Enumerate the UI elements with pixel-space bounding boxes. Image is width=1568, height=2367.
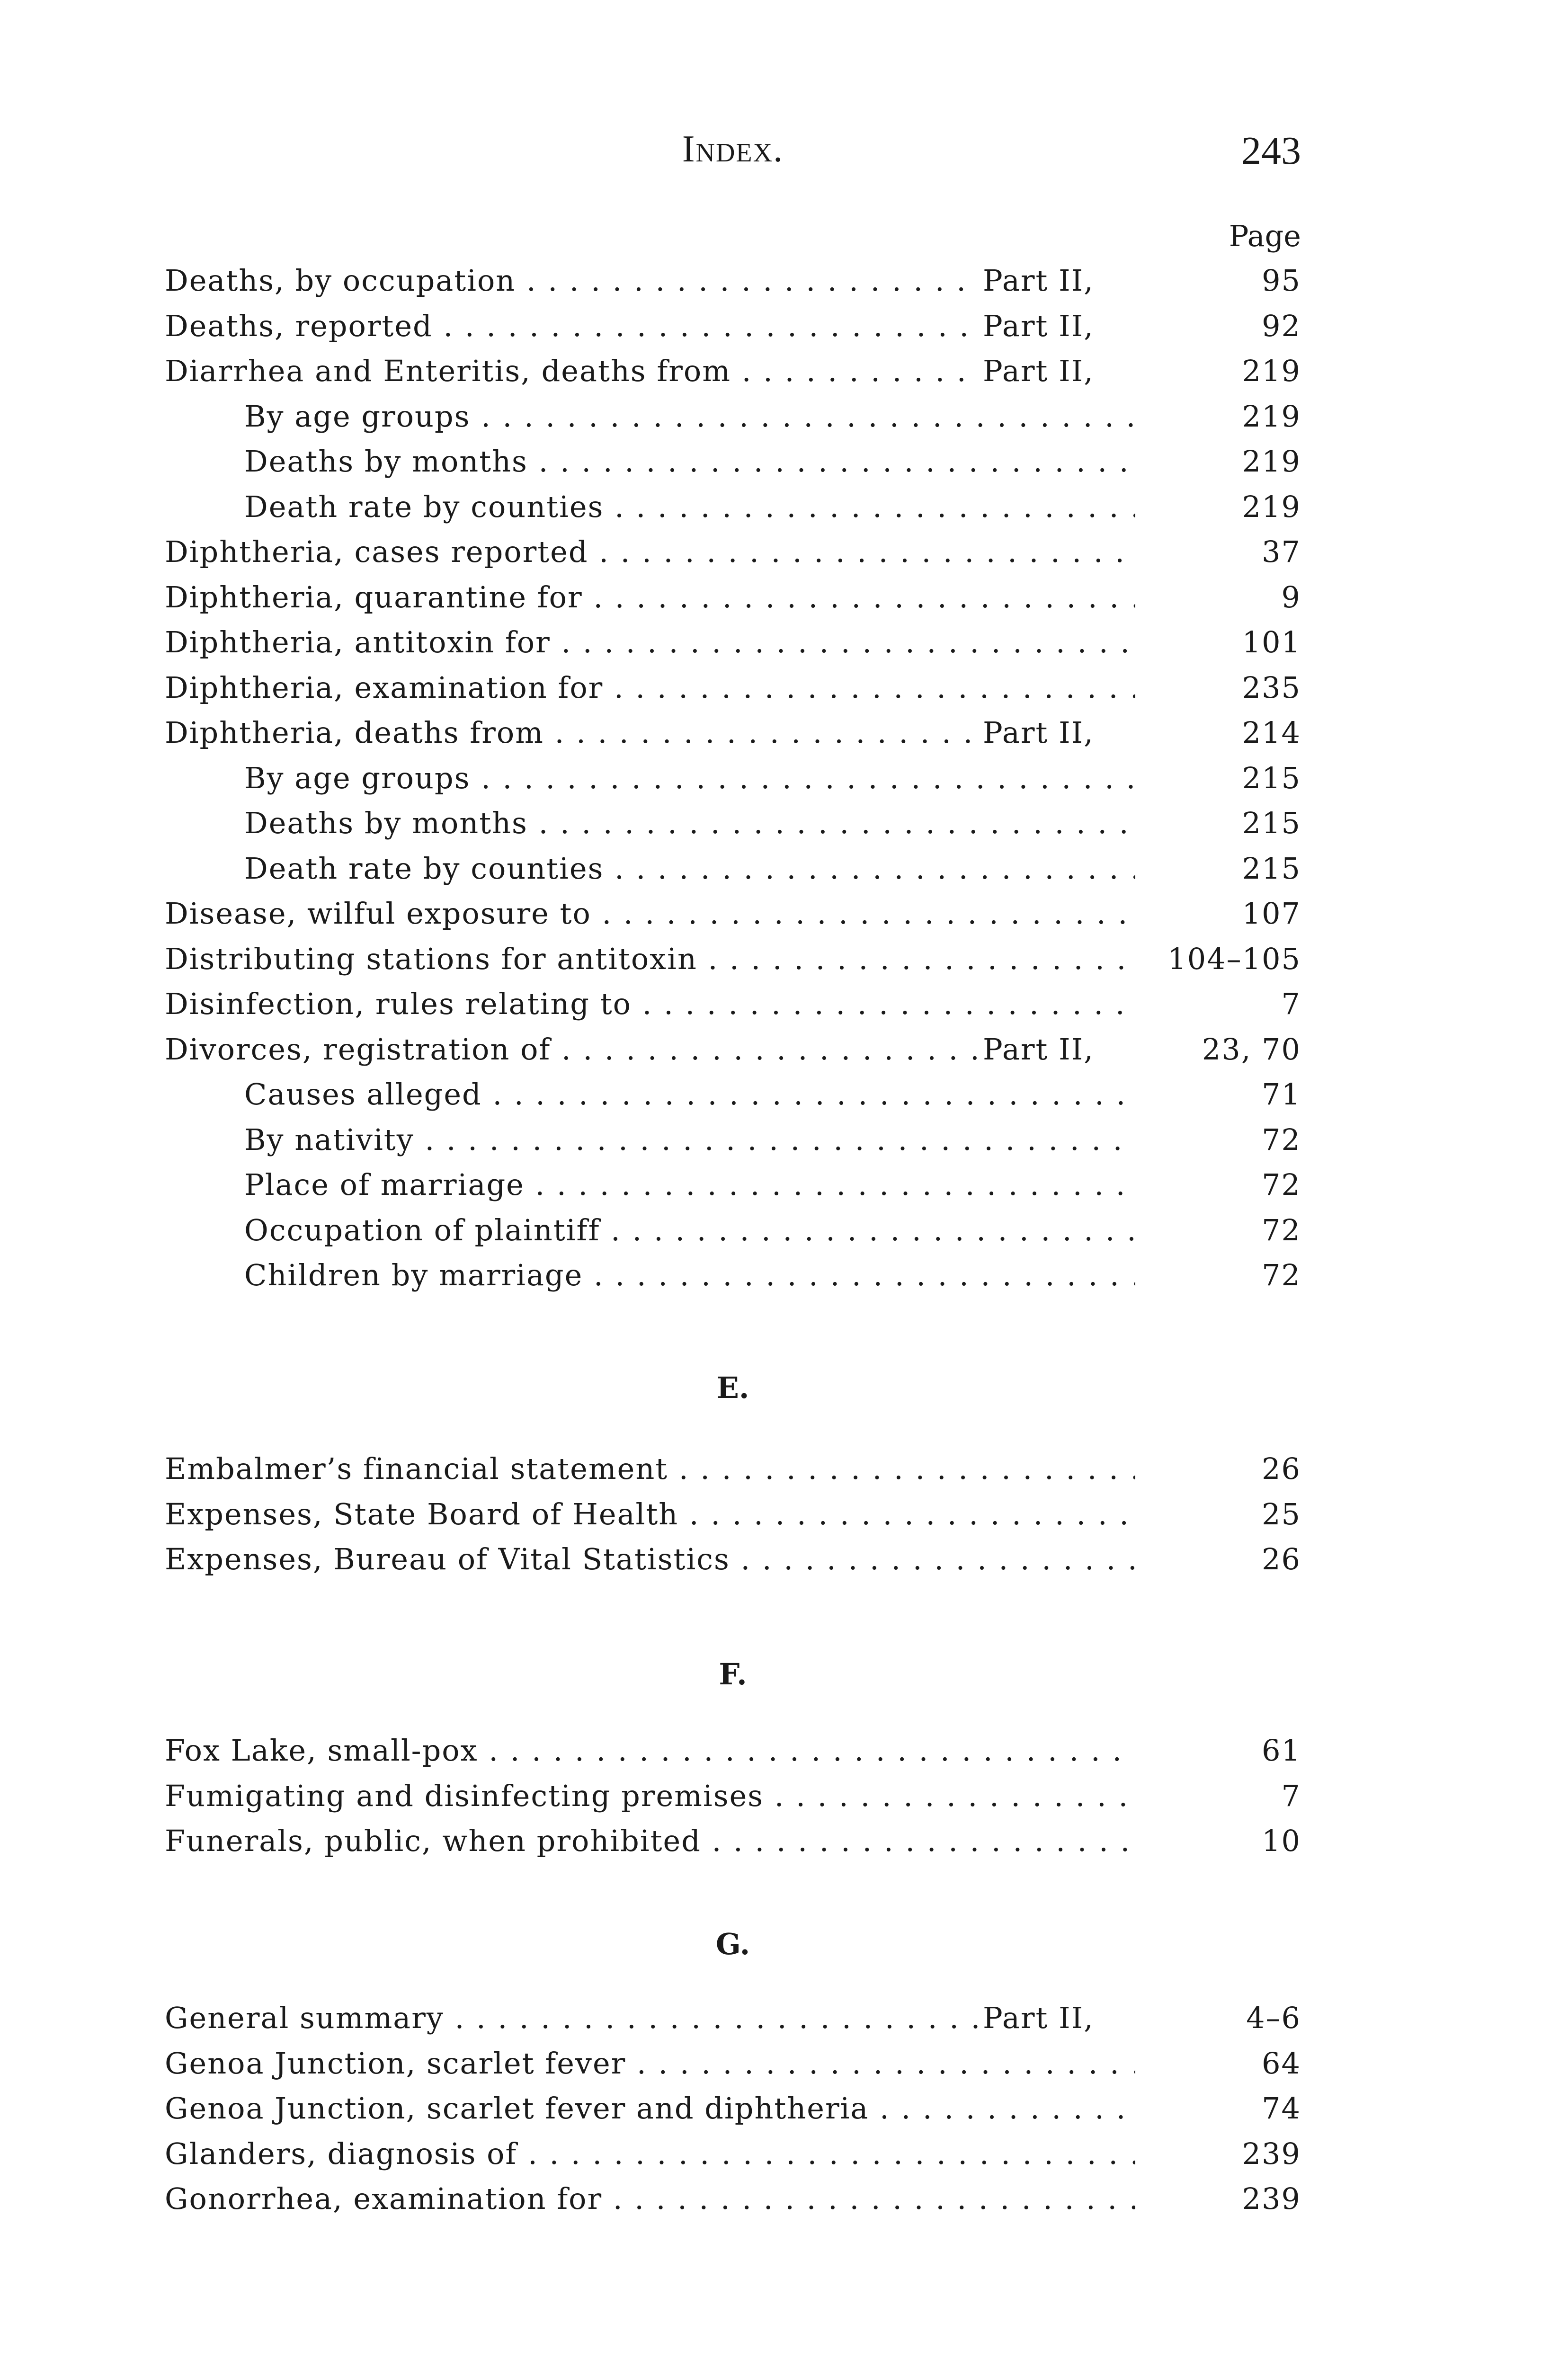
entry-page-number: 61 <box>1262 1733 1301 1768</box>
entry-text: Diarrhea and Enteritis, deaths from . . . <box>165 348 979 394</box>
section-heading-g: G. <box>715 1927 750 1961</box>
entry-page-number: 9 <box>1281 579 1301 614</box>
index-entry <box>165 484 1301 530</box>
index-entry <box>165 981 1301 1027</box>
entry-text: Genoa Junction, scarlet fever . . . <box>165 2041 1135 2086</box>
index-entry <box>165 710 1301 756</box>
index-entry <box>165 1117 1301 1163</box>
entry-text: Deaths by months . . . <box>244 439 1135 484</box>
entry-text: Diphtheria, antitoxin for . . . <box>165 620 1135 665</box>
entry-part-reference: Part II, <box>983 1032 1094 1067</box>
entry-text: Occupation of plaintiff . . . <box>244 1208 1135 1253</box>
index-entry <box>165 801 1301 846</box>
entry-page-number: 215 <box>1242 851 1301 886</box>
entry-text: Distributing stations for antitoxin . . . <box>165 936 1135 982</box>
index-section-g <box>165 1995 1301 2222</box>
entry-text: Causes alleged . . . <box>244 1072 1135 1117</box>
entry-text: By age groups . . . <box>244 756 1135 801</box>
index-entry <box>165 2041 1301 2086</box>
entry-part-reference: Part II, <box>983 263 1094 298</box>
index-entry <box>165 1446 1301 1492</box>
entry-page-number: 72 <box>1262 1122 1301 1157</box>
entry-part-reference: Part II, <box>983 2001 1094 2035</box>
index-entry <box>165 394 1301 439</box>
entry-page-number: 215 <box>1242 806 1301 840</box>
entry-page-number: 235 <box>1242 670 1301 705</box>
entry-text: Fumigating and disinfecting premises . . . <box>165 1773 1135 1819</box>
entry-page-number: 64 <box>1262 2046 1301 2081</box>
section-heading-f: F. <box>719 1657 747 1691</box>
entry-page-number: 219 <box>1242 489 1301 524</box>
index-entry <box>165 1537 1301 1582</box>
entry-text: Diphtheria, quarantine for . . . <box>165 575 1135 620</box>
entry-page-number: 214 <box>1242 715 1301 750</box>
entry-page-number: 4–6 <box>1246 2001 1301 2035</box>
entry-text: By age groups . . . <box>244 394 1135 439</box>
index-entry <box>165 2176 1301 2222</box>
section-heading-e: E. <box>716 1370 749 1405</box>
entry-text: General summary . . . <box>165 1995 979 2041</box>
index-entry <box>165 1253 1301 1298</box>
index-section-e <box>165 1446 1301 1582</box>
entry-text: Diphtheria, examination for . . . <box>165 665 1135 711</box>
entry-page-number: 72 <box>1262 1167 1301 1202</box>
entry-part-reference: Part II, <box>983 308 1094 343</box>
index-entry <box>165 665 1301 711</box>
index-entry <box>165 1162 1301 1208</box>
entry-page-number: 239 <box>1242 2181 1301 2216</box>
page-number: 243 <box>1241 129 1301 173</box>
entry-text: Place of marriage . . . <box>244 1162 1135 1208</box>
entry-page-number: 219 <box>1242 354 1301 388</box>
entry-text: Death rate by counties . . . <box>244 484 1135 530</box>
entry-text: Funerals, public, when prohibited . . . <box>165 1818 1135 1864</box>
index-entry <box>165 1728 1301 1773</box>
entry-page-number: 37 <box>1262 534 1301 569</box>
index-section-f <box>165 1728 1301 1864</box>
entry-page-number: 72 <box>1262 1258 1301 1292</box>
index-entry <box>165 2086 1301 2131</box>
entry-text: Diphtheria, deaths from . . . <box>165 710 979 756</box>
index-entry <box>165 1995 1301 2041</box>
index-entry <box>165 575 1301 620</box>
entry-page-number: 107 <box>1242 896 1301 931</box>
index-entry <box>165 846 1301 891</box>
index-entry <box>165 1208 1301 1253</box>
index-entry <box>165 439 1301 484</box>
entry-text: Deaths by months . . . <box>244 801 1135 846</box>
index-entry <box>165 936 1301 982</box>
entry-part-reference: Part II, <box>983 354 1094 388</box>
entry-text: Expenses, State Board of Health . . . <box>165 1492 1135 1537</box>
index-entry <box>165 620 1301 665</box>
entry-text: Genoa Junction, scarlet fever and diphtheria . . . <box>165 2086 1135 2131</box>
page-column-label: Page <box>1229 219 1301 253</box>
entry-text: Death rate by counties . . . <box>244 846 1135 891</box>
entry-text: Deaths, by occupation . . . <box>165 258 979 303</box>
index-entry <box>165 1492 1301 1537</box>
entry-page-number: 72 <box>1262 1212 1301 1247</box>
entry-text: Divorces, registration of . . . <box>165 1027 979 1072</box>
running-title: Index. <box>682 128 784 170</box>
entry-page-number: 7 <box>1281 987 1301 1021</box>
entry-page-number: 219 <box>1242 444 1301 479</box>
entry-page-number: 92 <box>1262 308 1301 343</box>
entry-page-number: 74 <box>1262 2091 1301 2126</box>
entry-text: Children by marriage . . . <box>244 1253 1135 1298</box>
index-entry <box>165 258 1301 303</box>
entry-page-number: 239 <box>1242 2136 1301 2171</box>
index-entry <box>165 2131 1301 2177</box>
entry-text: By nativity . . . <box>244 1117 1135 1163</box>
entry-text: Fox Lake, small-pox . . . <box>165 1728 1135 1773</box>
entry-page-number: 95 <box>1262 263 1301 298</box>
entry-text: Disease, wilful exposure to . . . <box>165 891 1135 936</box>
entry-page-number: 23, 70 <box>1202 1032 1301 1067</box>
index-section-d <box>165 258 1301 1298</box>
entry-page-number: 26 <box>1262 1451 1301 1486</box>
entry-text: Disinfection, rules relating to . . . <box>165 981 1135 1027</box>
entry-text: Gonorrhea, examination for . . . <box>165 2176 1135 2222</box>
entry-page-number: 219 <box>1242 399 1301 434</box>
index-entry <box>165 348 1301 394</box>
index-entry <box>165 303 1301 349</box>
entry-text: Deaths, reported . . . <box>165 303 979 349</box>
entry-page-number: 10 <box>1262 1824 1301 1858</box>
entry-part-reference: Part II, <box>983 715 1094 750</box>
entry-page-number: 215 <box>1242 760 1301 795</box>
entry-page-number: 104–105 <box>1167 941 1301 976</box>
entry-page-number: 7 <box>1281 1778 1301 1813</box>
entry-page-number: 71 <box>1262 1077 1301 1112</box>
index-entry <box>165 756 1301 801</box>
entry-page-number: 25 <box>1262 1496 1301 1531</box>
index-entry <box>165 891 1301 936</box>
entry-text: Expenses, Bureau of Vital Statistics . . . <box>165 1537 1135 1582</box>
entry-text: Diphtheria, cases reported . . . <box>165 529 1135 575</box>
index-entry <box>165 1773 1301 1819</box>
index-entry <box>165 1027 1301 1072</box>
index-entry <box>165 1072 1301 1117</box>
index-entry <box>165 529 1301 575</box>
index-entry <box>165 1818 1301 1864</box>
entry-text: Glanders, diagnosis of . . . <box>165 2131 1135 2177</box>
entry-page-number: 26 <box>1262 1542 1301 1576</box>
entry-page-number: 101 <box>1242 625 1301 659</box>
entry-text: Embalmer’s financial statement . . . <box>165 1446 1135 1492</box>
page-header <box>165 128 1301 173</box>
